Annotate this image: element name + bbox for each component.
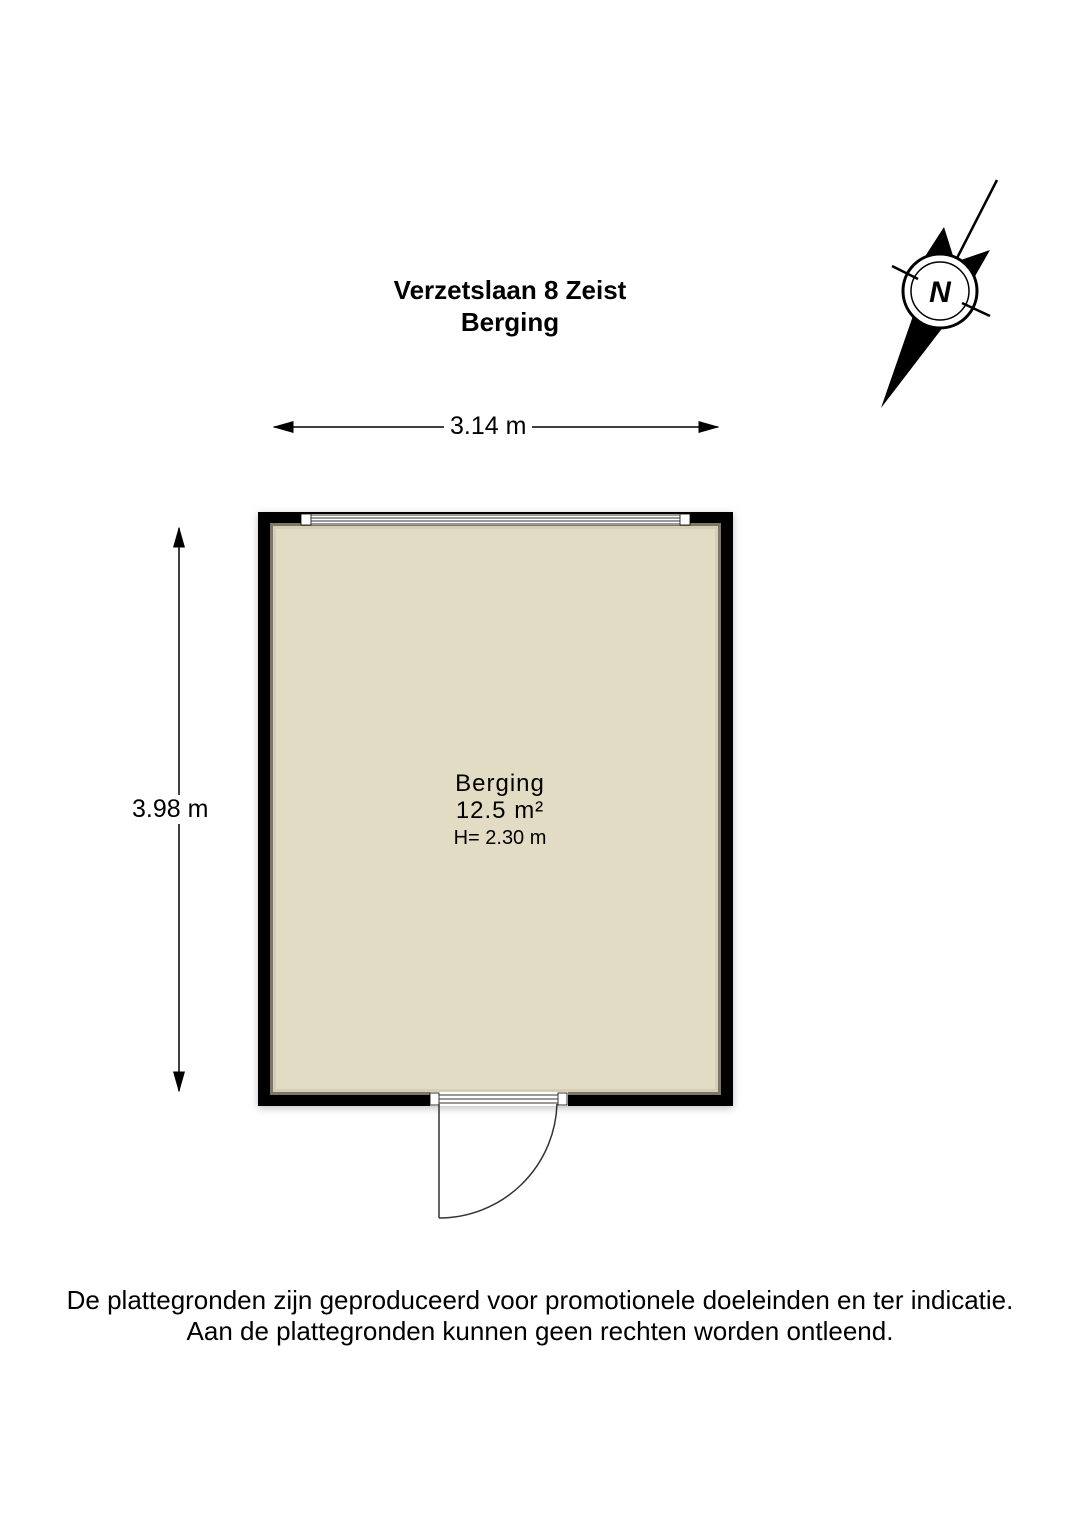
window xyxy=(301,514,690,525)
disclaimer-line-2: Aan de plattegronden kunnen geen rechten worden ontleend. xyxy=(186,1316,894,1346)
door xyxy=(430,1092,568,1218)
compass-label: N xyxy=(929,276,951,309)
plan-title-floor: Berging xyxy=(460,307,560,337)
disclaimer-line-1: De plattegronden zijn geproduceerd voor promotionele doeleinden en ter indicatie. xyxy=(66,1285,1014,1315)
room-height: H= 2.30 m xyxy=(453,827,547,849)
height-dimension-label: 3.98 m xyxy=(132,795,209,823)
compass-north-icon xyxy=(881,180,997,408)
width-dimension-label: 3.14 m xyxy=(444,412,532,441)
room-area: 12.5 m² xyxy=(455,797,545,824)
plan-title-address: Verzetslaan 8 Zeist xyxy=(393,275,627,305)
room-name: Berging xyxy=(455,770,545,797)
